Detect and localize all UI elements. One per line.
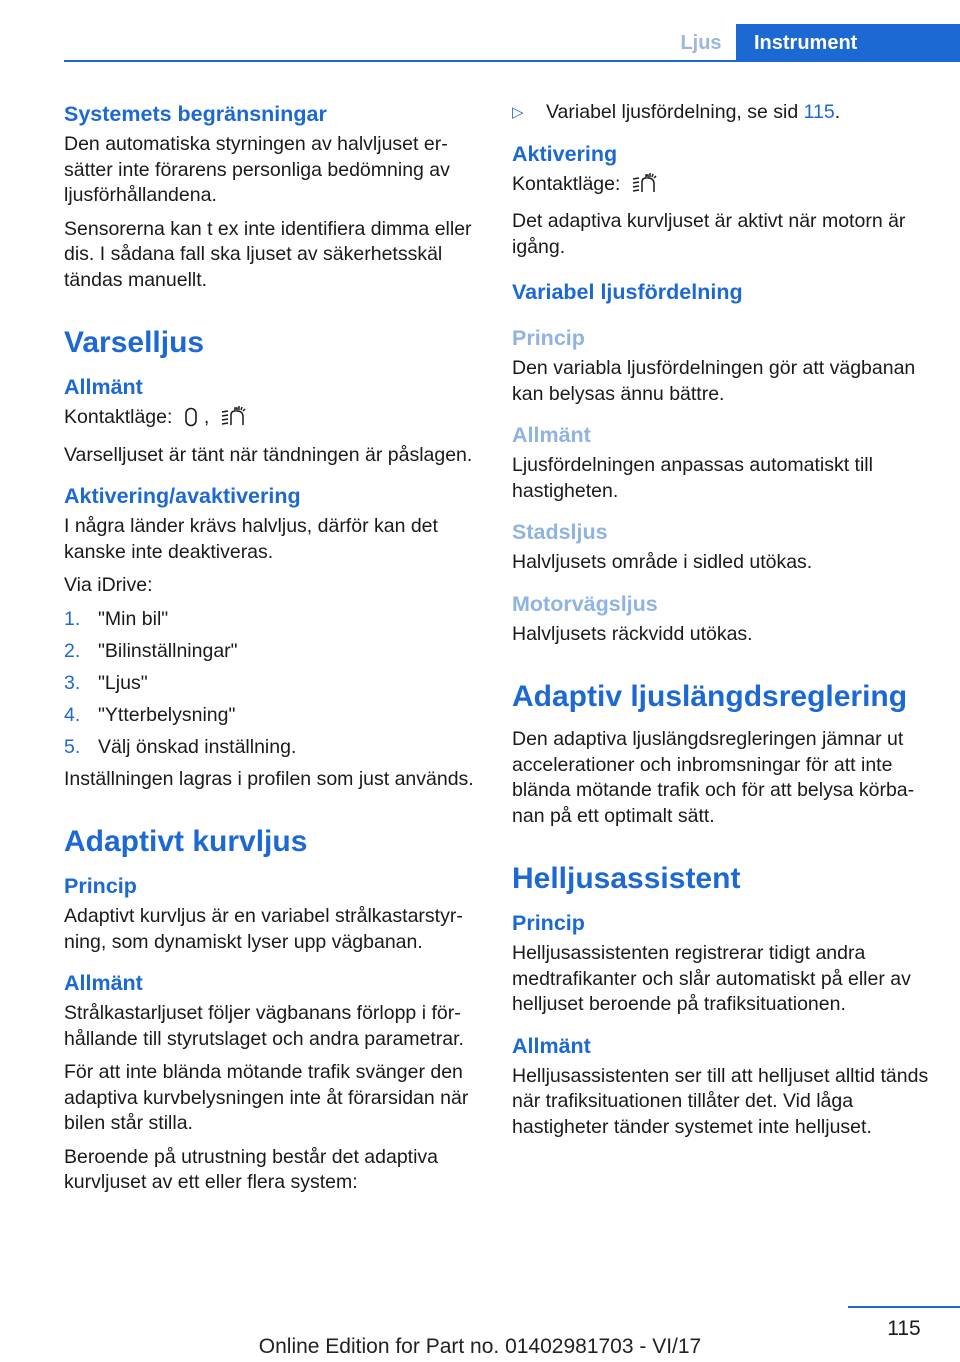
list-item — [64, 703, 482, 729]
engine-start-icon — [632, 172, 658, 202]
step-number: 2. — [64, 639, 81, 662]
idrive-steps-list — [64, 607, 482, 761]
adaptiv-paragraph: Den adaptiva ljuslängdsregleringen jämnar ut accelerationer och inbromsningar för att inte blända mötande trafik och för att belysa körbanan på ett optimalt sätt. — [512, 728, 915, 827]
step-text: "Ljus" — [98, 671, 148, 694]
steps-after-paragraph: Inställningen lagras i profilen som just används. — [64, 767, 474, 790]
stadsljus-heading: Stadsljus — [512, 520, 608, 544]
variabel-princip-paragraph: Den variabla ljusfördelningen gör att vägbanan kan belysas ännu bättre. — [512, 357, 916, 405]
list-item — [64, 639, 482, 665]
kurvljus-title: Adaptivt kurvljus — [64, 825, 308, 858]
helljus-allmant-heading: Allmänt — [512, 1033, 591, 1058]
step-number: 3. — [64, 671, 81, 694]
varselljus-contact-line — [64, 405, 482, 435]
stadsljus-paragraph: Halvljusets område i sidled utökas. — [512, 551, 813, 573]
bullet-marker: ▷ — [512, 104, 524, 121]
engine-start-icon — [221, 405, 247, 435]
step-text: Välj önskad inställning. — [98, 735, 297, 758]
list-item — [64, 735, 482, 761]
helljus-princip-paragraph: Helljusassistenten registrerar tidigt andra medtrafikanter och slår automatiskt på eller av helljuset beroende på trafiksituationen. — [512, 942, 911, 1015]
kurvljus-princip-heading: Princip — [64, 874, 137, 898]
step-text: "Min bil" — [98, 607, 169, 630]
motorvagsljus-paragraph: Halvljusets räckvidd utökas. — [512, 622, 753, 645]
contact-label: Kontaktläge: — [64, 406, 173, 428]
page-reference-link[interactable]: 115 — [803, 101, 835, 123]
key-position-0-icon — [184, 407, 198, 435]
contact-separator: , — [203, 406, 210, 428]
varselljus-title: Varselljus — [64, 326, 205, 359]
step-number: 5. — [64, 735, 81, 758]
limits-paragraph-1: Den automatiska styrningen av halvljuset ersätter inte förarens personliga bedömning av ljusförhållandena. — [64, 133, 450, 206]
contact-label: Kontaktläge: — [512, 172, 621, 195]
header-chapter-tab[interactable]: Instrument — [736, 24, 960, 62]
limits-heading: Systemets begränsningar — [64, 102, 327, 126]
activation-paragraph-2: Via iDrive: — [64, 574, 153, 596]
aktivering-heading: Aktivering — [512, 141, 618, 166]
bullet-end: . — [834, 101, 841, 123]
step-number: 4. — [64, 703, 81, 726]
helljus-princip-heading: Princip — [512, 911, 585, 935]
aktivering-paragraph: Det adaptiva kurvljuset är aktivt när motorn är igång. — [512, 210, 906, 258]
helljus-title: Helljusassistent — [512, 862, 741, 895]
kurvljus-allmant-paragraph-1: Strålkastarljuset följer vägbanans förlopp i förhållande till styrutslaget och andra parametrar. — [64, 1002, 464, 1050]
aktivering-contact-line — [512, 172, 930, 202]
kurvljus-allmant-paragraph-3: Beroende på utrustning består det adaptiva kurvljuset av ett eller flera system: — [64, 1145, 439, 1193]
variabel-princip-heading: Princip — [512, 326, 585, 350]
activation-heading: Aktivering/avaktivering — [64, 484, 301, 508]
footer-edition: Online Edition for Part no. 01402981703 - VI/17 — [258, 1335, 702, 1358]
variabel-allmant-heading: Allmänt — [512, 423, 591, 447]
step-text: "Bilinställningar" — [98, 639, 238, 662]
variabel-allmant-paragraph: Ljusfördelningen anpassas automatiskt till hastigheten. — [512, 454, 873, 502]
list-item — [64, 671, 482, 697]
header-section-label[interactable]: Ljus — [680, 32, 722, 54]
varselljus-allmant-heading: Allmänt — [64, 375, 143, 399]
left-column — [64, 100, 482, 1204]
helljus-allmant-paragraph: Helljusassistenten ser till att helljuset alltid tänds när trafiksituationen tillåter det. Vid låga hastigheter tänder systemet inte helljuset. — [512, 1064, 929, 1138]
list-item — [64, 607, 482, 633]
limits-paragraph-2: Sensorerna kan t ex inte identifiera dimma eller dis. I sådana fall ska ljuset av säkerhetsskäl tändas manuellt. — [64, 217, 472, 291]
page-number-rule — [848, 1306, 960, 1308]
bullet-text-wrap — [546, 100, 840, 126]
kurvljus-princip-paragraph: Adaptivt kurvljus är en variabel strålkastarstyrning, som dynamiskt lyser upp vägbanan. — [64, 905, 463, 953]
bullet-text: Variabel ljusfördelning, se sid — [546, 101, 799, 123]
varselljus-paragraph: Varselljuset är tänt när tändningen är påslagen. — [64, 443, 473, 466]
kurvljus-allmant-heading: Allmänt — [64, 971, 143, 995]
activation-paragraph-1: I några länder krävs halvljus, därför kan det kanske inte deaktiveras. — [64, 515, 438, 563]
list-item — [512, 100, 930, 126]
motorvagsljus-heading: Motorvägsljus — [512, 591, 658, 616]
step-text: "Ytterbelysning" — [98, 703, 236, 726]
adaptiv-title: Adaptiv ljuslängdsreglering — [512, 680, 908, 713]
page-number: 115 — [887, 1317, 921, 1340]
kurvljus-allmant-paragraph-2: För att inte blända mötande trafik svänger den adaptiva kurvbelysningen inte åt förarsidan när bilen står stilla. — [64, 1061, 469, 1134]
right-column — [512, 100, 930, 1148]
step-number: 1. — [64, 607, 81, 630]
variabel-heading: Variabel ljusfördelning — [512, 280, 743, 304]
